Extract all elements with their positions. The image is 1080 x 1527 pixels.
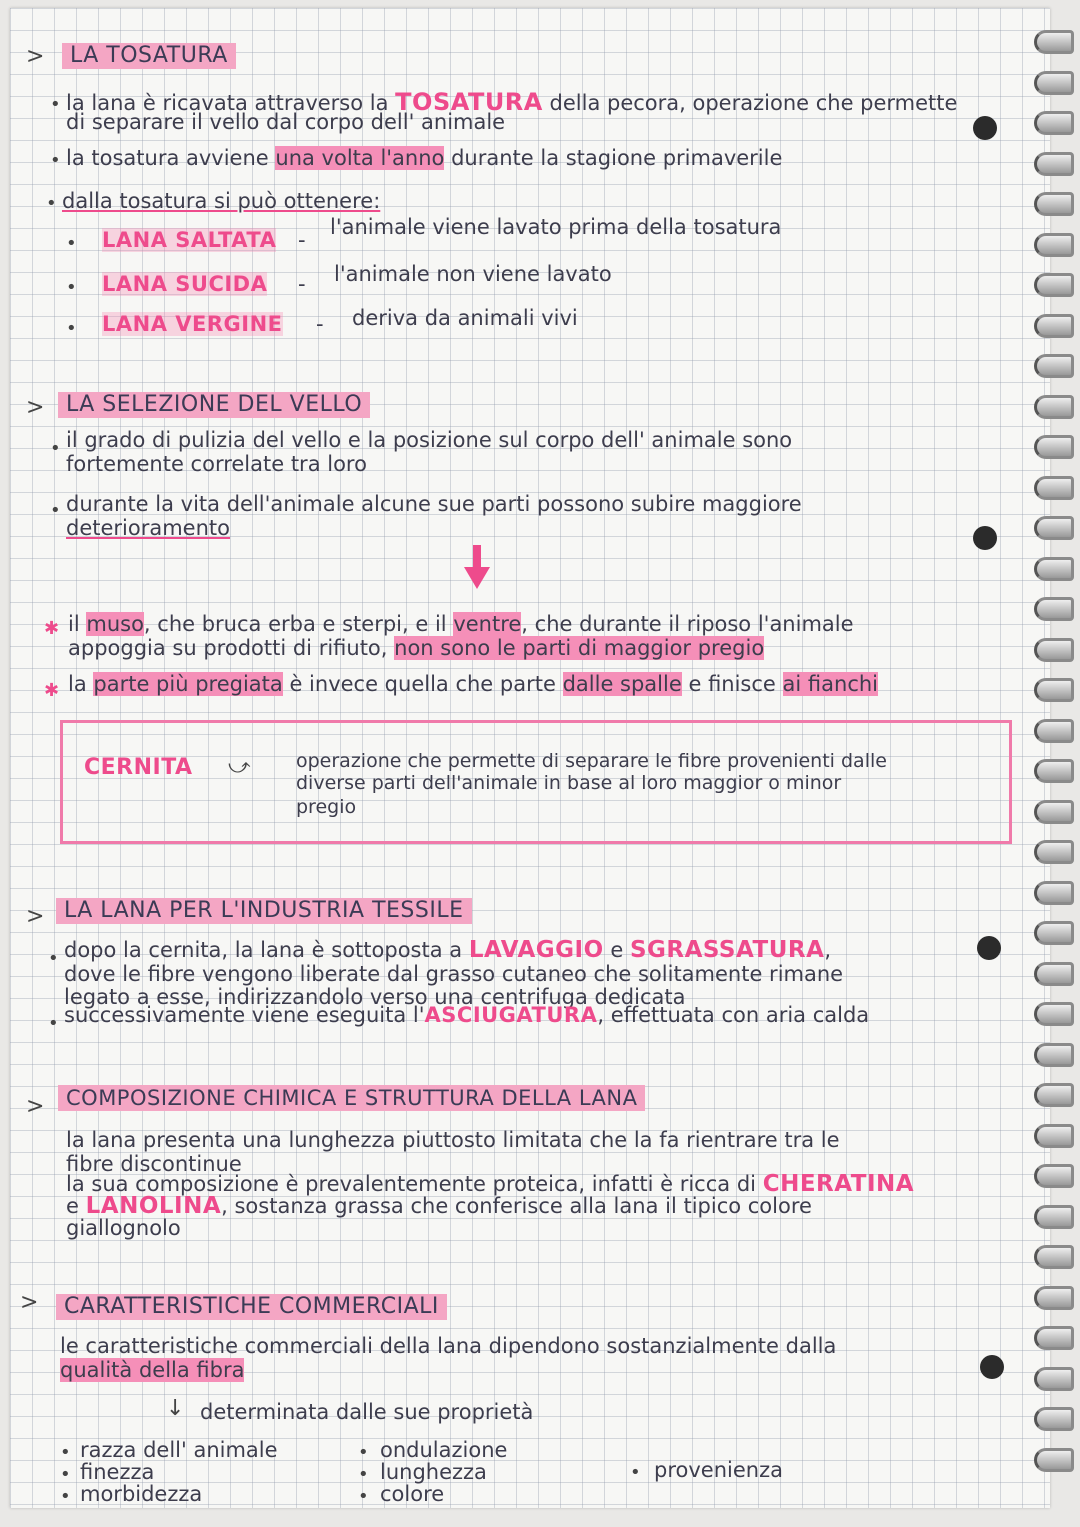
spiral-ring	[1034, 840, 1074, 864]
spiral-ring	[1034, 395, 1074, 419]
spiral-ring	[1034, 1043, 1074, 1067]
spiral-ring	[1034, 962, 1074, 986]
spiral-ring	[1034, 152, 1074, 176]
list-item: morbidezza	[80, 1482, 203, 1506]
list-item: colore	[380, 1482, 445, 1506]
text-line: appoggia su prodotti di rifiuto, non sono le parti di maggior pregio	[68, 636, 765, 660]
spiral-ring	[1034, 1407, 1074, 1431]
text-line: la tosatura avviene una volta l'anno durante la stagione primaverile	[66, 146, 783, 170]
spiral-ring	[1034, 111, 1074, 135]
desc-lana-saltata: l'animale viene lavato prima della tosatura	[330, 215, 782, 239]
text-line: giallognolo	[66, 1216, 181, 1240]
text-line: determinata dalle sue proprietà	[200, 1400, 534, 1424]
section-marker-icon: >	[20, 1290, 39, 1315]
bullet-icon: •	[50, 500, 61, 521]
bullet-icon: •	[358, 1486, 369, 1507]
term-lana-sucida: LANA SUCIDA	[102, 272, 268, 296]
bullet-icon: •	[50, 150, 61, 171]
bullet-icon: •	[48, 1013, 59, 1034]
spiral-ring	[1034, 516, 1074, 540]
bullet-icon: •	[60, 1442, 71, 1463]
spiral-ring	[1034, 30, 1074, 54]
text-line: legato a esse, indirizzandolo verso una centrifuga dedicata	[64, 985, 686, 1009]
text-line: qualità della fibra	[60, 1358, 245, 1382]
heading-commerciali: CARATTERISTICHE COMMERCIALI	[56, 1294, 447, 1320]
bullet-icon: •	[60, 1486, 71, 1507]
bullet-icon: •	[48, 948, 59, 969]
text-line: durante la vita dell'animale alcune sue parti possono subire maggiore	[66, 492, 802, 516]
small-down-arrow-icon: ↓	[166, 1396, 185, 1421]
spiral-ring	[1034, 881, 1074, 905]
bullet-icon: •	[358, 1442, 369, 1463]
dash: -	[316, 312, 324, 336]
text-line: il grado di pulizia del vello e la posizione sul corpo dell' animale sono	[66, 428, 793, 452]
spiral-binding	[1028, 30, 1078, 1490]
desc-lana-vergine: deriva da animali vivi	[352, 306, 578, 330]
text-line: pregio	[296, 796, 357, 818]
desc-lana-sucida: l'animale non viene lavato	[334, 262, 612, 286]
text-line: il muso, che bruca erba e sterpi, e il ventre, che durante il riposo l'animale	[68, 612, 854, 636]
text-line: dopo la cernita, la lana è sottoposta a LAVAGGIO e SGRASSATURA,	[64, 937, 832, 963]
text-line: la lana presenta una lunghezza piuttosto limitata che la fa rientrare tra le	[66, 1128, 840, 1152]
heading-industria: LA LANA PER L'INDUSTRIA TESSILE	[56, 898, 472, 924]
spiral-ring	[1034, 557, 1074, 581]
spiral-ring	[1034, 314, 1074, 338]
list-item: finezza	[80, 1460, 155, 1484]
spiral-ring	[1034, 1164, 1074, 1188]
star-icon: ✱	[44, 680, 60, 701]
list-item: ondulazione	[380, 1438, 508, 1462]
bullet-icon: •	[46, 193, 57, 214]
text-line: operazione che permette di separare le fibre provenienti dalle	[296, 750, 887, 772]
section-marker-icon: >	[26, 904, 45, 929]
term-cernita: CERNITA	[84, 755, 193, 780]
list-item: provenienza	[654, 1458, 783, 1482]
spiral-ring	[1034, 1205, 1074, 1229]
dash: -	[298, 272, 306, 296]
bullet-icon: •	[60, 1464, 71, 1485]
term-lana-saltata: LANA SALTATA	[102, 228, 277, 252]
dash: -	[298, 228, 306, 252]
down-arrow-icon	[462, 545, 492, 591]
curved-arrow-icon: ⤻	[228, 754, 251, 778]
spiral-ring	[1034, 435, 1074, 459]
spiral-ring	[1034, 71, 1074, 95]
bullet-icon: •	[50, 94, 61, 115]
bullet-icon: •	[358, 1464, 369, 1485]
spiral-ring	[1034, 1083, 1074, 1107]
bullet-icon: •	[50, 438, 61, 459]
text-line: la parte più pregiata è invece quella che parte dalle spalle e finisce ai fianchi	[68, 672, 879, 696]
text-line: fortemente correlate tra loro	[66, 452, 367, 476]
spiral-ring	[1034, 233, 1074, 257]
text-line: successivamente viene eseguita l'ASCIUGATURA, effettuata con aria calda	[64, 1003, 870, 1027]
spiral-ring	[1034, 719, 1074, 743]
bullet-icon: •	[66, 318, 77, 339]
term-lana-vergine: LANA VERGINE	[102, 312, 283, 336]
section-marker-icon: >	[26, 1094, 45, 1119]
spiral-ring	[1034, 354, 1074, 378]
spiral-ring	[1034, 192, 1074, 216]
spiral-ring	[1034, 800, 1074, 824]
star-icon: ✱	[44, 618, 60, 639]
spiral-ring	[1034, 1245, 1074, 1269]
spiral-ring	[1034, 1448, 1074, 1472]
heading-selezione: LA SELEZIONE DEL VELLO	[58, 392, 370, 418]
spiral-ring	[1034, 1002, 1074, 1026]
text-line: diverse parti dell'animale in base al loro maggior o minor	[296, 772, 842, 794]
list-item: razza dell' animale	[80, 1438, 278, 1462]
section-marker-icon: >	[26, 44, 45, 69]
spiral-ring	[1034, 1124, 1074, 1148]
text-line: deterioramento	[66, 516, 230, 540]
spiral-ring	[1034, 273, 1074, 297]
spiral-ring	[1034, 1286, 1074, 1310]
heading-composizione: COMPOSIZIONE CHIMICA E STRUTTURA DELLA LANA	[58, 1085, 645, 1111]
spiral-ring	[1034, 1326, 1074, 1350]
section-marker-icon: >	[26, 395, 45, 420]
text-line: la lana è ricavata attraverso la TOSATURA della pecora, operazione che permette	[66, 88, 958, 116]
spiral-ring	[1034, 921, 1074, 945]
spiral-ring	[1034, 1367, 1074, 1391]
bullet-icon: •	[66, 233, 77, 254]
spiral-ring	[1034, 476, 1074, 500]
text-line: fibre discontinue	[66, 1152, 242, 1176]
spiral-ring	[1034, 759, 1074, 783]
heading-tosatura: LA TOSATURA	[62, 43, 236, 69]
text-line: di separare il vello dal corpo dell' animale	[66, 110, 506, 134]
list-item: lunghezza	[380, 1460, 487, 1484]
text-line: dove le fibre vengono liberate dal grasso cutaneo che solitamente rimane	[64, 962, 844, 986]
bullet-icon: •	[630, 1462, 641, 1483]
bullet-icon: •	[66, 277, 77, 298]
spiral-ring	[1034, 638, 1074, 662]
spiral-ring	[1034, 678, 1074, 702]
text-line: la sua composizione è prevalentemente proteica, infatti è ricca di CHERATINA	[66, 1171, 915, 1197]
text-line: e LANOLINA, sostanza grassa che conferisce alla lana il tipico colore	[66, 1193, 812, 1219]
text-line: dalla tosatura si può ottenere:	[62, 189, 381, 213]
text-line: le caratteristiche commerciali della lana dipendono sostanzialmente dalla	[60, 1334, 837, 1358]
spiral-ring	[1034, 597, 1074, 621]
